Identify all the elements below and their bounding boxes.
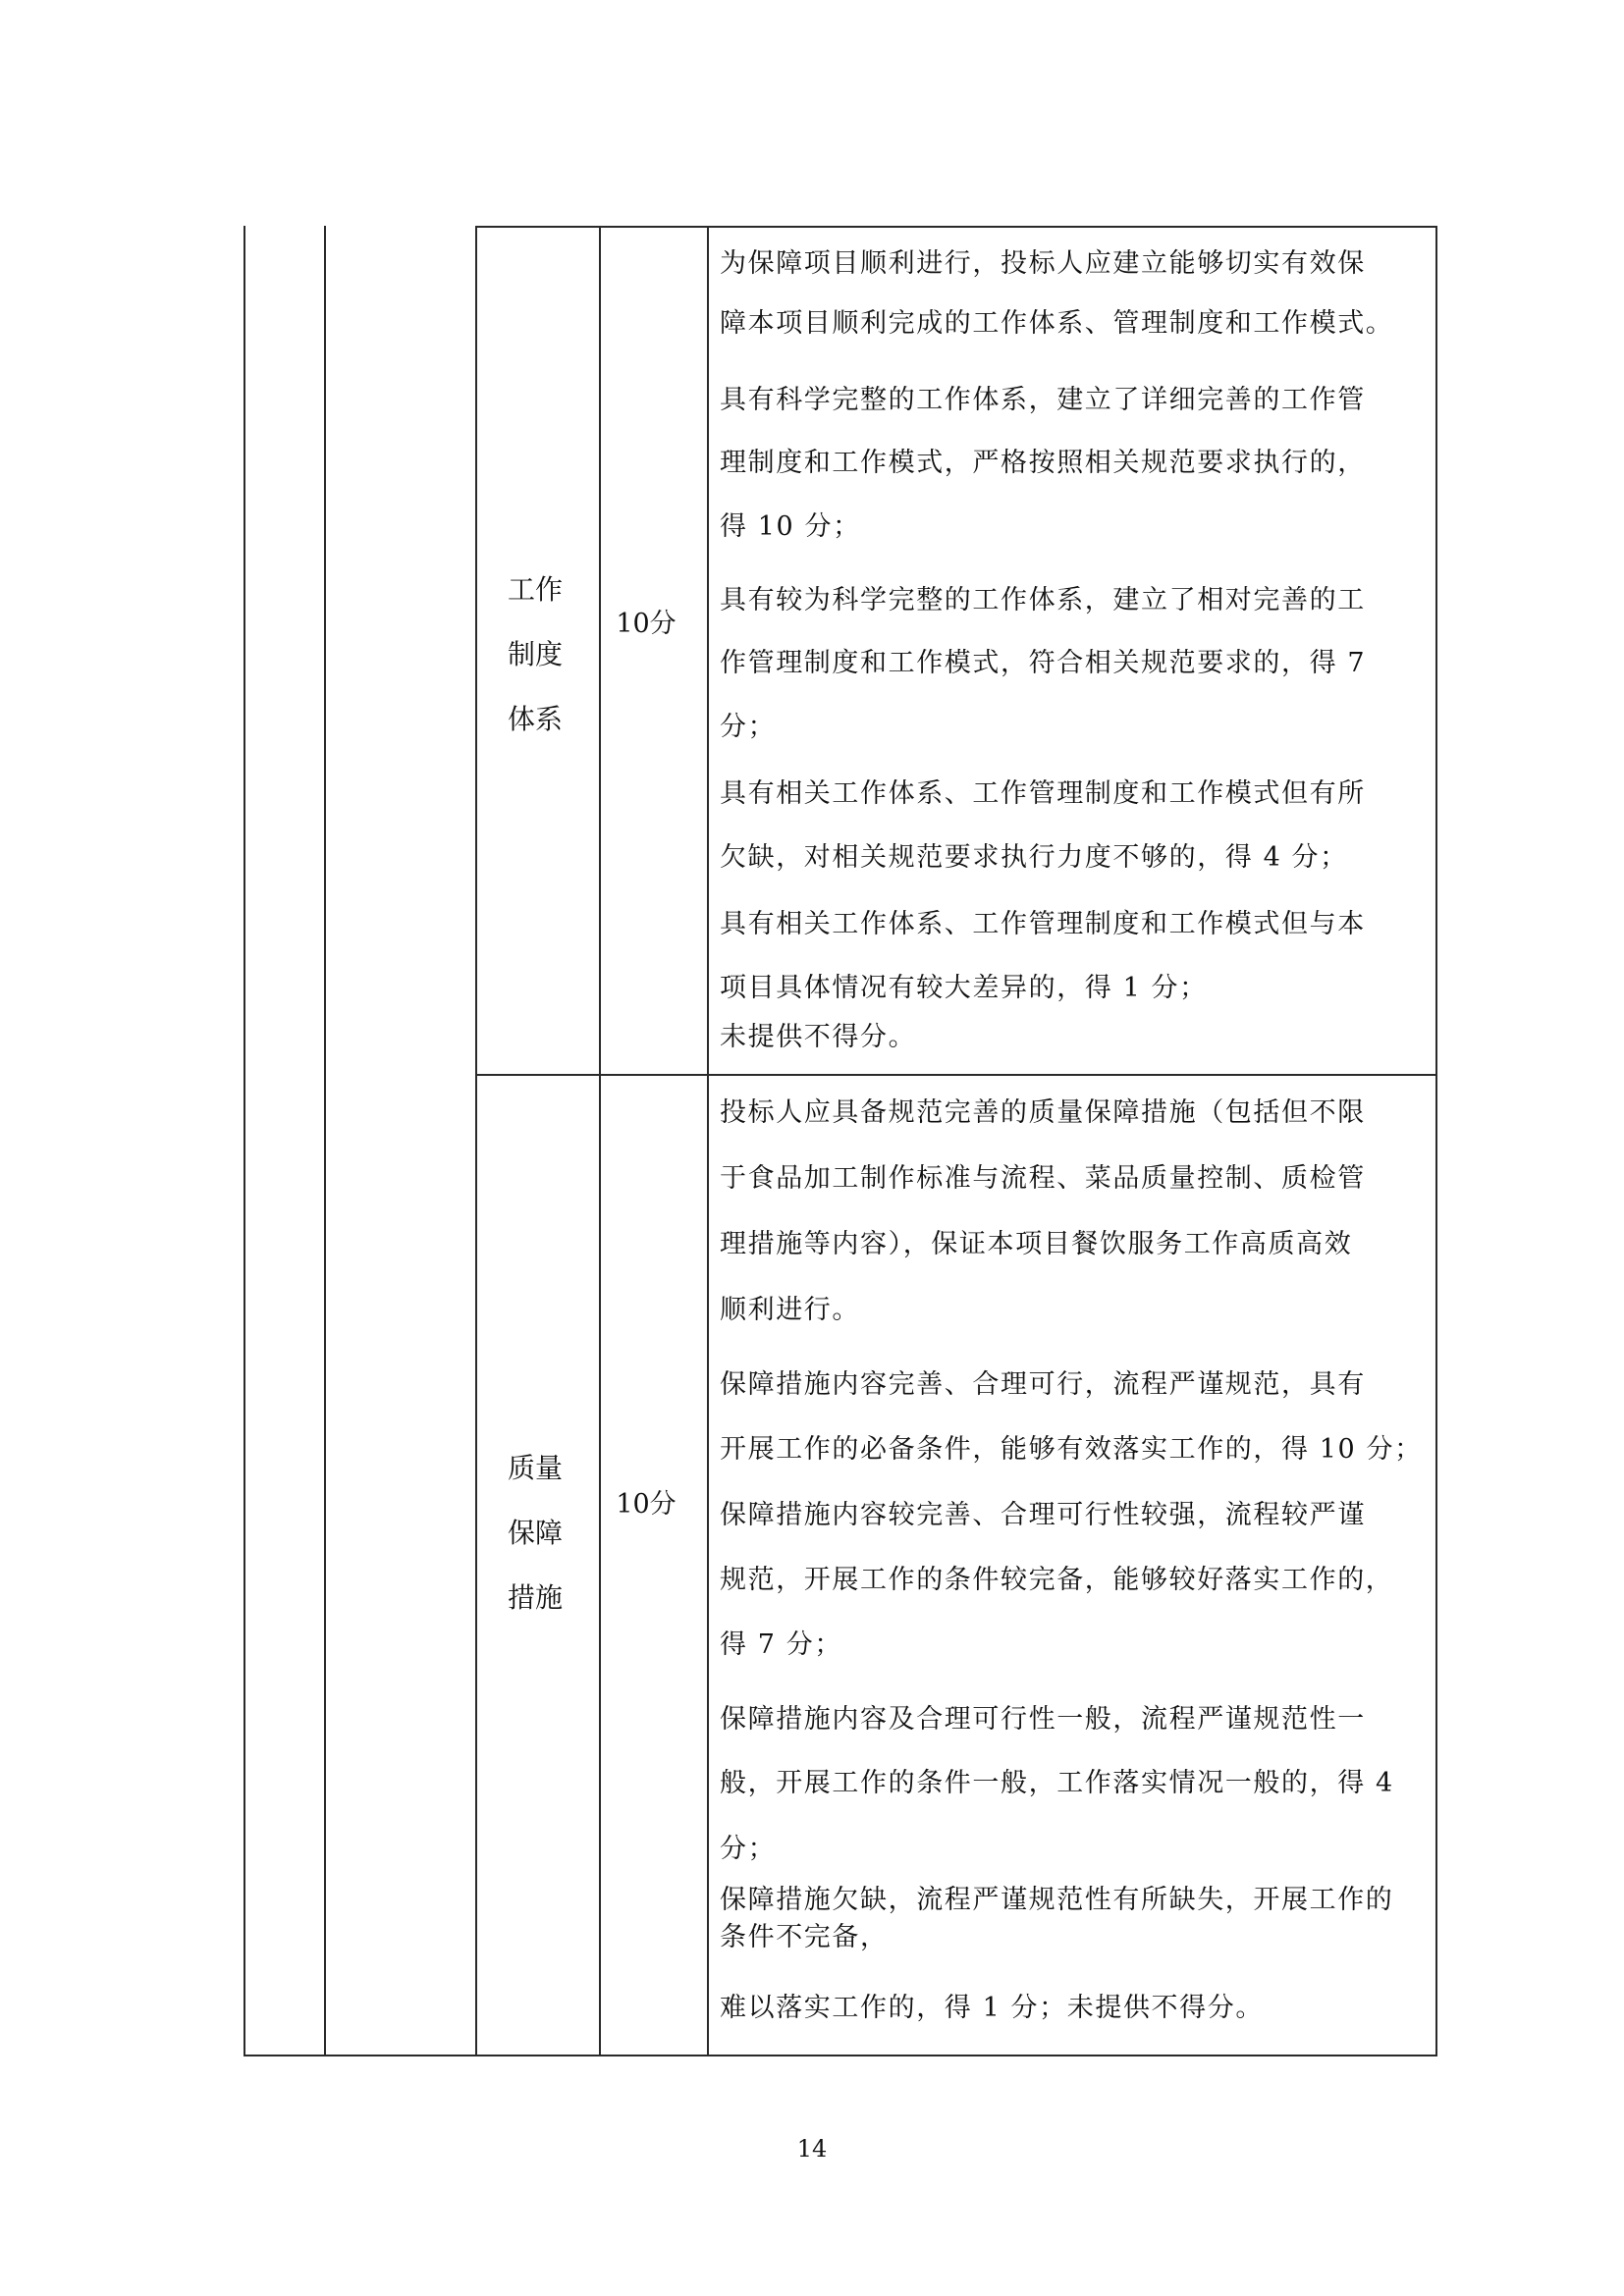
criterion-text-line: 未提供不得分。 (720, 1022, 917, 1052)
criterion-score-quality-assurance: 10分 (616, 1489, 677, 1520)
criterion-text-line: 具有相关工作体系、工作管理制度和工作模式但与本 (720, 909, 1366, 939)
criterion-text-line: 保障措施内容完善、合理可行，流程严谨规范，具有 (720, 1369, 1366, 1400)
criterion-text-line: 理制度和工作模式，严格按照相关规范要求执行的， (720, 448, 1366, 478)
criterion-label-line: 制度 (507, 638, 563, 670)
table-row-divider (475, 1074, 1437, 1076)
table-col-divider-3 (599, 226, 601, 2056)
criterion-text-line: 条件不完备， (720, 1922, 889, 1952)
criterion-text-line: 得 7 分； (720, 1629, 842, 1660)
criterion-text-line: 规范，开展工作的条件较完备，能够较好落实工作的， (720, 1565, 1394, 1595)
criterion-text-line: 保障措施欠缺，流程严谨规范性有所缺失，开展工作的 (720, 1885, 1394, 1915)
criterion-label-line: 体系 (507, 703, 563, 735)
criterion-text-line: 得 10 分； (720, 511, 861, 542)
criterion-text-line: 难以落实工作的，得 1 分；未提供不得分。 (720, 1993, 1264, 2023)
table-border-left (244, 226, 245, 2056)
criterion-text-line: 开展工作的必备条件，能够有效落实工作的，得 10 分； (720, 1434, 1423, 1465)
criterion-label-line: 工作 (507, 573, 563, 606)
table-col-divider-2 (475, 226, 477, 2056)
criterion-label-line: 措施 (507, 1581, 563, 1614)
criterion-text-line: 项目具体情况有较大差异的，得 1 分； (720, 973, 1208, 1003)
criterion-text-line: 保障措施内容较完善、合理可行性较强，流程较严谨 (720, 1500, 1366, 1530)
table-col-divider-1 (324, 226, 326, 2056)
criterion-label-line: 保障 (507, 1517, 563, 1549)
table-row-top-border (475, 226, 1437, 228)
table-col-divider-4 (707, 226, 709, 2056)
criterion-text-line: 分； (720, 1834, 777, 1864)
criterion-text-line: 障本项目顺利完成的工作体系、管理制度和工作模式。 (720, 308, 1394, 339)
criterion-label-line: 质量 (507, 1452, 563, 1484)
criterion-score-work-system: 10分 (616, 609, 677, 639)
criterion-label-quality-assurance (497, 1436, 573, 1630)
table-border-right (1435, 226, 1437, 2056)
criterion-label-work-system (497, 558, 573, 752)
criterion-text-line: 保障措施内容及合理可行性一般，流程严谨规范性一 (720, 1704, 1366, 1735)
page-number: 14 (796, 2135, 828, 2163)
criterion-text-line: 为保障项目顺利进行，投标人应建立能够切实有效保 (720, 248, 1366, 279)
criterion-text-line: 具有科学完整的工作体系，建立了详细完善的工作管 (720, 385, 1366, 415)
criterion-text-line: 于食品加工制作标准与流程、菜品质量控制、质检管 (720, 1163, 1366, 1194)
criterion-text-line: 般，开展工作的条件一般，工作落实情况一般的，得 4 (720, 1768, 1394, 1798)
criterion-text-line: 顺利进行。 (720, 1295, 860, 1325)
criterion-text-line: 作管理制度和工作模式，符合相关规范要求的，得 7 (720, 648, 1367, 678)
criterion-text-line: 分； (720, 712, 777, 742)
criterion-text-line: 具有较为科学完整的工作体系，建立了相对完善的工 (720, 585, 1366, 615)
criterion-text-line: 理措施等内容），保证本项目餐饮服务工作高质高效 (720, 1229, 1353, 1259)
criterion-text-line: 欠缺，对相关规范要求执行力度不够的，得 4 分； (720, 842, 1348, 873)
criterion-text-line: 具有相关工作体系、工作管理制度和工作模式但有所 (720, 778, 1366, 809)
table-bottom-border (244, 2055, 1437, 2056)
criterion-text-line: 投标人应具备规范完善的质量保障措施（包括但不限 (720, 1097, 1366, 1128)
